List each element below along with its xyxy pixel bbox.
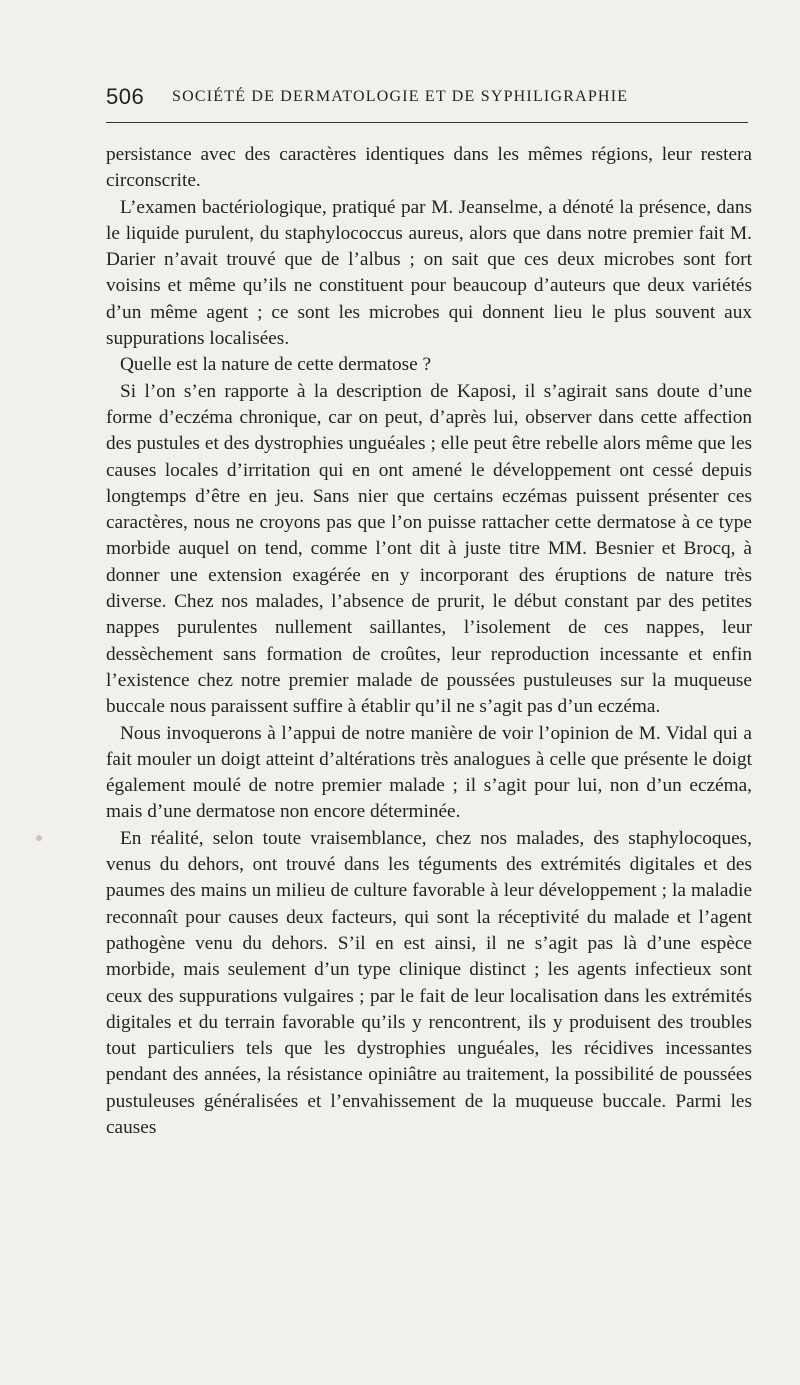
paragraph: Nous invoquerons à l’appui de notre manière de voir l’opinion de M. Vidal qui a fait mouler un doigt atteint d’altérations très analogues à celle que présente le doigt également moulé de notre premier malade ; il s’agit pour lui, non d’un eczéma, mais d’une dermatose non encore déterminée. — [106, 722, 752, 823]
body-text — [106, 142, 752, 1141]
paragraph: Quelle est la nature de cette dermatose ? — [120, 354, 432, 376]
paper-speck — [36, 835, 42, 841]
paragraph: Si l’on s’en rapporte à la description de Kaposi, il s’agirait sans doute d’une forme d’eczéma chronique, car on peut, d’après lui, observer dans cette affection des pustules et des dystrophies unguéales ; elle peut être rebelle alors même que les causes locales d’irritation qui en ont amené le développement ont cessé depuis longtemps d’être en jeu. Sans nier que certains eczémas puissent présenter ces caractères, nous ne croyons pas que l’on puisse rattacher cette dermatose à ce type morbide auquel on tend, comme l’ont dit à juste titre MM. Besnier et Brocq, à donner une extension exagérée en y incorporant des éruptions de nature très diverse. Chez nos malades, l’absence de prurit, le début constant par des petites nappes purulentes nullement saillantes, l’isolement de ces nappes, leur dessèchement sans formation de croûtes, leur reproduction incessante et enfin l’existence chez notre premier malade de poussées pustuleuses sur la muqueuse buccale nous paraissent suffire à établir qu’il ne s’agit pas d’un eczéma. — [106, 380, 752, 718]
header-rule — [106, 122, 748, 123]
paragraph: L’examen bactériologique, pratiqué par M. Jeanselme, a dénoté la présence, dans le liquide purulent, du staphylococcus aureus, alors que dans notre premier fait M. Darier n’avait trouvé que de l’albus ; on sait que ces deux microbes sont fort voisins et même qu’ils ne constituent pour beaucoup d’auteurs que deux variétés d’un même agent ; ce sont les microbes qui donnent lieu le plus souvent aux suppurations localisées. — [106, 196, 752, 350]
running-title: SOCIÉTÉ DE DERMATOLOGIE ET DE SYPHILIGRAPHIE — [172, 88, 629, 105]
paragraph: persistance avec des caractères identiques dans les mêmes régions, leur restera circonscrite. — [106, 144, 752, 192]
page-number: 506 — [106, 84, 145, 109]
page-header — [106, 84, 746, 116]
paragraph: En réalité, selon toute vraisemblance, chez nos malades, des staphylocoques, venus du dehors, ont trouvé dans les téguments des extrémités digitales et des paumes des mains un milieu de culture favorable à leur développement ; la maladie reconnaît pour causes deux facteurs, qui sont la réceptivité du malade et l’agent pathogène venu du dehors. S’il en est ainsi, il ne s’agit pas là d’une espèce morbide, mais seulement d’un type clinique distinct ; les agents infectieux sont ceux des suppurations vulgaires ; par le fait de leur localisation dans les extrémités digitales et du terrain favorable qu’ils y rencontrent, ils y produisent des troubles tout particuliers tels que les dystrophies unguéales, les récidives incessantes pendant des années, la résistance opiniâtre au traitement, la possibilité de poussées pustuleuses généralisées et l’envahissement de la muqueuse buccale. Parmi les causes — [106, 827, 752, 1138]
